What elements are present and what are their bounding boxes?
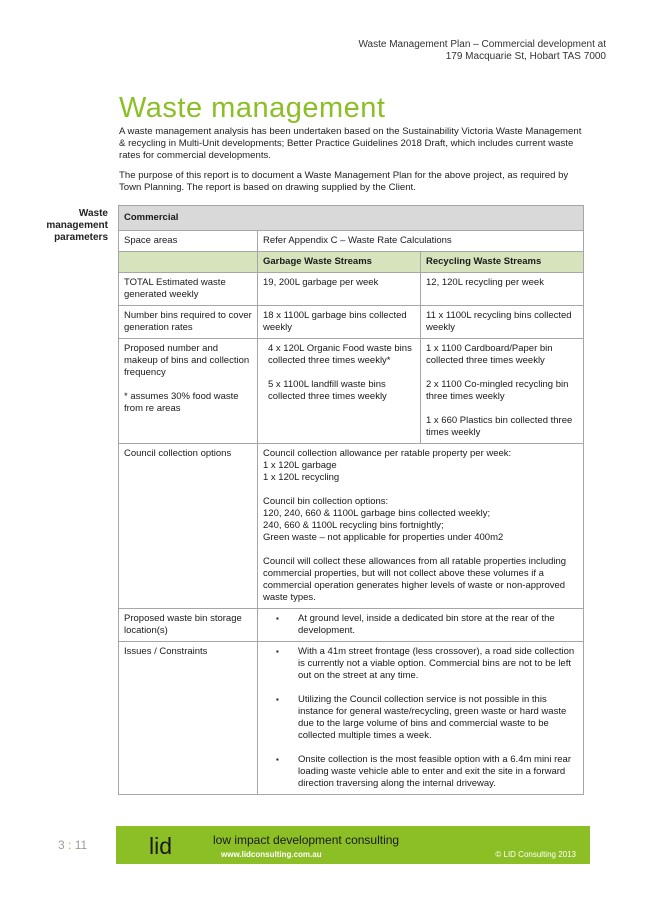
page-current: 3 (58, 838, 65, 852)
council-text: Council will collect these allowances from all ratable properties including commercial properties, but will not collect above these volumes if a commercial operation generates higher levels of waste or non-approved waste types. (263, 556, 567, 603)
stream-header-row (119, 252, 584, 273)
recycling-cell: 11 x 1100L recycling bins collected weekly (421, 306, 584, 339)
table-row (119, 642, 584, 795)
waste-parameters-table (118, 205, 584, 795)
row-label: Space areas (119, 231, 258, 252)
footer-website: www.lidconsulting.com.au (221, 850, 322, 859)
row-footnote: * assumes 30% food waste from re areas (124, 391, 239, 414)
row-label: Proposed number and makeup of bins and collection frequency (124, 343, 250, 378)
footer-tagline: low impact development consulting (213, 833, 400, 847)
garbage-cell (258, 339, 421, 444)
garbage-streams-header: Garbage Waste Streams (258, 252, 421, 273)
stream-header-blank (119, 252, 258, 273)
list-item: ▪ At ground level, inside a dedicated bin store at the rear of the development. (298, 613, 578, 637)
row-label: Proposed waste bin storage location(s) (119, 609, 258, 642)
storage-list (263, 613, 578, 637)
council-text: Green waste – not applicable for properties under 400m2 (263, 532, 504, 543)
footer-copyright: © LID Consulting 2013 (495, 850, 576, 859)
list-item: ▪ With a 41m street frontage (less crossover), a road side collection is currently not a viable option. Commercial bins are not to be left out on the street at any time. (298, 646, 578, 682)
garbage-item: 4 x 120L Organic Food waste bins collected three times weekly* (268, 343, 412, 366)
page-total: 11 (74, 838, 88, 852)
table-row (119, 273, 584, 306)
table-heading-row (119, 206, 584, 231)
garbage-item: 5 x 1100L landfill waste bins collected three times weekly (268, 379, 387, 402)
recycling-item: 2 x 1100 Co-mingled recycling bin three times weekly (426, 379, 569, 402)
council-text: 240, 660 & 1100L recycling bins fortnightly; (263, 520, 444, 531)
table-row (119, 609, 584, 642)
row-label: Number bins required to cover generation rates (119, 306, 258, 339)
council-text: 1 x 120L garbage (263, 460, 337, 471)
section-side-label: Waste management parameters (46, 208, 108, 243)
list-item: ▪ Utilizing the Council collection service is not possible in this instance for general waste/recycling, green waste or hard waste due to the large volume of bins and commercial waste to be collected multiple times a week. (298, 694, 578, 742)
issues-list (263, 646, 578, 790)
table-row (119, 306, 584, 339)
list-item: ▪ Onsite collection is the most feasible option with a 6.4m mini rear loading waste vehicle able to enter and exit the site in a forward direction traversing along the internal driveway. (298, 754, 578, 790)
council-text: Council collection allowance per ratable property per week: (263, 448, 512, 459)
intro-paragraph-2: The purpose of this report is to document a Waste Management Plan for the above project, as required by Town Planning. The report is based on drawing supplied by the Client. (119, 170, 569, 193)
row-value: Refer Appendix C – Waste Rate Calculations (258, 231, 584, 252)
recycling-streams-header: Recycling Waste Streams (421, 252, 584, 273)
table-row (119, 231, 584, 252)
page-separator: : (68, 838, 72, 852)
council-cell (258, 444, 584, 609)
table-heading: Commercial (119, 206, 584, 231)
recycling-item: 1 x 660 Plastics bin collected three times weekly (426, 415, 573, 438)
running-header (358, 39, 606, 63)
garbage-cell: 19, 200L garbage per week (258, 273, 421, 306)
row-label-cell (119, 339, 258, 444)
row-label: TOTAL Estimated waste generated weekly (119, 273, 258, 306)
header-line-2: 179 Macquarie St, Hobart TAS 7000 (445, 51, 606, 62)
recycling-cell: 12, 120L recycling per week (421, 273, 584, 306)
garbage-cell: 18 x 1100L garbage bins collected weekly (258, 306, 421, 339)
page-number (58, 838, 87, 852)
storage-cell (258, 609, 584, 642)
recycling-cell (421, 339, 584, 444)
table-row (119, 444, 584, 609)
page-title: Waste management (119, 92, 386, 124)
council-text: Council bin collection options: (263, 496, 389, 507)
header-line-1: Waste Management Plan – Commercial development at (358, 39, 606, 50)
lid-logo: lid (149, 833, 173, 859)
footer-banner (116, 826, 590, 864)
recycling-item: 1 x 1100 Cardboard/Paper bin collected three times weekly (426, 343, 553, 366)
intro-paragraph-1: A waste management analysis has been undertaken based on the Sustainability Victoria Waste Management & recycling in Multi-Unit developments; Better Practice Guidelines 2018 Draft, which includes current waste rates for commercial developments. (119, 126, 582, 161)
issues-cell (258, 642, 584, 795)
council-text: 1 x 120L recycling (263, 472, 340, 483)
council-text: 120, 240, 660 & 1100L garbage bins collected weekly; (263, 508, 491, 519)
table-row (119, 339, 584, 444)
row-label: Issues / Constraints (119, 642, 258, 795)
row-label: Council collection options (119, 444, 258, 609)
